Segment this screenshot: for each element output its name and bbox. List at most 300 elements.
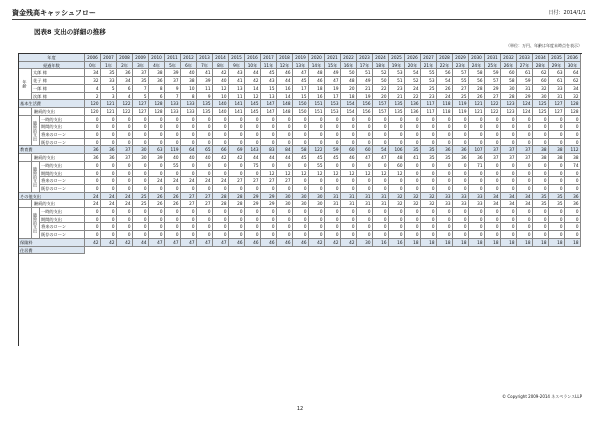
item-value: 0	[421, 177, 437, 185]
subtotal-value: 123	[501, 108, 517, 116]
item-label: 期間的支出	[40, 216, 85, 224]
subtotal-value: 31	[357, 200, 373, 208]
section-total: 27	[197, 193, 213, 201]
item-value: 0	[165, 223, 181, 231]
item-value: 0	[437, 216, 453, 224]
insurance-value: 18	[437, 239, 453, 247]
subtotal-value: 28	[213, 200, 229, 208]
item-value: 0	[117, 131, 133, 139]
year-cell: 2026	[405, 54, 421, 62]
item-value: 0	[453, 185, 469, 193]
item-value: 0	[565, 216, 581, 224]
section-total: 151	[309, 100, 325, 108]
age-value: 35	[133, 77, 149, 85]
item-value: 0	[565, 208, 581, 216]
insurance-value: 42	[309, 239, 325, 247]
item-value: 0	[453, 216, 469, 224]
item-value: 0	[117, 223, 133, 231]
item-value: 0	[517, 131, 533, 139]
insurance-value: 47	[197, 239, 213, 247]
item-value: 0	[405, 223, 421, 231]
item-label: 一時的支出	[40, 162, 85, 170]
item-value: 0	[149, 216, 165, 224]
item-value: 0	[549, 116, 565, 124]
item-value: 0	[485, 177, 501, 185]
section-total: 34	[485, 193, 501, 201]
item-value: 0	[85, 185, 101, 193]
section-total: 143	[245, 146, 261, 154]
age-value: 51	[357, 69, 373, 77]
item-value: 60	[389, 162, 405, 170]
age-value: 4	[85, 85, 101, 93]
item-value: 0	[149, 123, 165, 131]
item-value: 0	[101, 208, 117, 216]
age-value: 23	[421, 93, 437, 101]
section-total: 37	[485, 146, 501, 154]
section-total: 35	[533, 193, 549, 201]
age-value: 53	[421, 77, 437, 85]
elapsed-cell: 19年	[389, 62, 405, 70]
item-value: 12	[309, 170, 325, 178]
item-value: 0	[453, 223, 469, 231]
subtotal-value: 157	[373, 108, 389, 116]
item-label: 一時的支出	[40, 116, 85, 124]
item-value: 0	[85, 177, 101, 185]
subtotal-value: 36	[101, 154, 117, 162]
item-value: 0	[357, 116, 373, 124]
age-value: 42	[245, 77, 261, 85]
elapsed-cell: 23年	[453, 62, 469, 70]
item-value: 0	[133, 208, 149, 216]
item-value: 0	[325, 185, 341, 193]
subtotal-value: 118	[437, 108, 453, 116]
item-value: 0	[485, 131, 501, 139]
age-value: 45	[293, 77, 309, 85]
indent-spacer	[19, 154, 32, 162]
item-value: 0	[293, 223, 309, 231]
item-value: 0	[213, 131, 229, 139]
item-value: 0	[453, 177, 469, 185]
item-value: 0	[341, 223, 357, 231]
item-value: 0	[133, 216, 149, 224]
section-total: 60	[357, 146, 373, 154]
item-value: 0	[501, 223, 517, 231]
subtotal-label: 継続的支出	[32, 108, 85, 116]
age-value: 54	[437, 77, 453, 85]
item-value: 0	[165, 208, 181, 216]
section-total: 107	[469, 146, 485, 154]
section-total: 35	[405, 146, 421, 154]
subtotal-value: 30	[293, 200, 309, 208]
age-value: 19	[325, 85, 341, 93]
item-value: 0	[389, 231, 405, 239]
age-value: 33	[101, 77, 117, 85]
section-total: 59	[325, 146, 341, 154]
item-value: 0	[373, 177, 389, 185]
section-total: 24	[85, 193, 101, 201]
section-total: 54	[373, 146, 389, 154]
item-value: 71	[469, 162, 485, 170]
subtotal-value: 44	[261, 154, 277, 162]
item-value: 0	[197, 216, 213, 224]
year-cell: 2007	[101, 54, 117, 62]
item-value: 0	[261, 223, 277, 231]
item-value: 0	[421, 185, 437, 193]
item-value: 0	[373, 231, 389, 239]
subtotal-value: 40	[165, 154, 181, 162]
item-value: 0	[341, 185, 357, 193]
section-total: 36	[101, 146, 117, 154]
subtotal-value: 44	[245, 154, 261, 162]
age-value: 28	[501, 93, 517, 101]
item-value: 0	[357, 223, 373, 231]
insurance-value: 44	[133, 239, 149, 247]
item-value: 0	[117, 170, 133, 178]
section-total: 36	[453, 146, 469, 154]
subtotal-value: 29	[261, 200, 277, 208]
item-value: 0	[181, 131, 197, 139]
subtotal-value: 41	[405, 154, 421, 162]
item-value: 0	[261, 116, 277, 124]
item-value: 0	[245, 170, 261, 178]
section-total: 63	[149, 146, 165, 154]
subtotal-value: 147	[261, 108, 277, 116]
item-value: 0	[165, 116, 181, 124]
item-value: 0	[437, 131, 453, 139]
item-value: 0	[85, 139, 101, 147]
insurance-value: 42	[85, 239, 101, 247]
subtotal-label: 継続的支出	[32, 154, 85, 162]
item-value: 0	[389, 131, 405, 139]
item-value: 55	[309, 162, 325, 170]
item-value: 0	[325, 208, 341, 216]
item-value: 0	[325, 223, 341, 231]
item-value: 0	[549, 177, 565, 185]
item-value: 0	[357, 177, 373, 185]
subtotal-value: 38	[549, 154, 565, 162]
item-value: 0	[421, 170, 437, 178]
age-value: 44	[245, 69, 261, 77]
item-value: 0	[165, 170, 181, 178]
item-value: 0	[501, 185, 517, 193]
item-value: 0	[437, 223, 453, 231]
elapsed-cell: 0年	[85, 62, 101, 70]
item-value: 0	[533, 162, 549, 170]
section-total: 37	[501, 146, 517, 154]
item-value: 0	[245, 185, 261, 193]
age-value: 56	[469, 77, 485, 85]
item-value: 0	[309, 208, 325, 216]
age-value: 18	[341, 93, 357, 101]
item-value: 0	[533, 170, 549, 178]
age-value: 12	[245, 93, 261, 101]
item-value: 0	[341, 131, 357, 139]
age-value: 40	[181, 69, 197, 77]
item-value: 0	[357, 139, 373, 147]
subtotal-value: 150	[293, 108, 309, 116]
section-total: 30	[309, 193, 325, 201]
subtotal-value: 33	[453, 200, 469, 208]
item-value: 0	[149, 131, 165, 139]
age-value: 46	[277, 69, 293, 77]
insurance-value: 16	[389, 239, 405, 247]
elapsed-cell: 11年	[261, 62, 277, 70]
year-cell: 2018	[277, 54, 293, 62]
age-value: 63	[549, 69, 565, 77]
section-total: 24	[101, 193, 117, 201]
age-value: 20	[341, 85, 357, 93]
subtotal-value: 127	[549, 108, 565, 116]
item-value: 0	[293, 139, 309, 147]
item-value: 0	[197, 116, 213, 124]
section-total: 147	[261, 100, 277, 108]
item-value: 0	[501, 177, 517, 185]
item-value: 0	[181, 170, 197, 178]
item-value: 0	[325, 231, 341, 239]
subtotal-value: 36	[469, 154, 485, 162]
item-value: 0	[549, 208, 565, 216]
section-total: 37	[517, 146, 533, 154]
report-date: 日付：2014/1/1	[548, 10, 586, 16]
age-value: 34	[117, 77, 133, 85]
item-value: 0	[389, 185, 405, 193]
item-value: 0	[501, 216, 517, 224]
subtotal-value: 24	[117, 200, 133, 208]
item-value: 0	[309, 177, 325, 185]
elapsed-cell: 12年	[277, 62, 293, 70]
item-value: 0	[549, 216, 565, 224]
item-value: 0	[421, 139, 437, 147]
section-total: 65	[197, 146, 213, 154]
elapsed-cell: 25年	[485, 62, 501, 70]
item-value: 0	[309, 216, 325, 224]
item-value: 0	[229, 216, 245, 224]
year-cell: 2028	[437, 54, 453, 62]
year-cell: 2033	[517, 54, 533, 62]
elapsed-cell: 16年	[341, 62, 357, 70]
item-value: 0	[149, 139, 165, 147]
item-value: 0	[469, 131, 485, 139]
item-value: 0	[197, 208, 213, 216]
item-value: 0	[485, 223, 501, 231]
subtotal-value: 30	[277, 200, 293, 208]
subtotal-value: 42	[229, 154, 245, 162]
item-value: 0	[453, 116, 469, 124]
item-value: 0	[533, 223, 549, 231]
item-value: 0	[133, 223, 149, 231]
item-value: 12	[293, 170, 309, 178]
item-value: 0	[421, 123, 437, 131]
item-value: 0	[405, 177, 421, 185]
item-value: 0	[437, 116, 453, 124]
subtotal-value: 119	[453, 108, 469, 116]
age-value: 59	[485, 69, 501, 77]
item-value: 0	[405, 185, 421, 193]
subtotal-value: 122	[485, 108, 501, 116]
year-cell: 2014	[213, 54, 229, 62]
item-value: 0	[229, 208, 245, 216]
elapsed-cell: 1年	[101, 62, 117, 70]
age-name: 一郎 様	[32, 85, 85, 93]
item-value: 0	[245, 116, 261, 124]
item-value: 0	[101, 185, 117, 193]
item-value: 0	[261, 123, 277, 131]
item-value: 0	[133, 185, 149, 193]
item-value: 0	[421, 116, 437, 124]
year-cell: 2029	[453, 54, 469, 62]
item-value: 0	[309, 185, 325, 193]
item-value: 0	[85, 216, 101, 224]
age-name: 次郎 様	[32, 93, 85, 101]
age-value: 47	[293, 69, 309, 77]
item-value: 0	[453, 170, 469, 178]
item-value: 0	[133, 139, 149, 147]
section-total: 33	[437, 193, 453, 201]
age-value: 42	[213, 69, 229, 77]
insurance-value: 18	[517, 239, 533, 247]
year-cell: 2035	[549, 54, 565, 62]
age-value: 21	[357, 85, 373, 93]
item-value: 0	[549, 131, 565, 139]
item-value: 0	[245, 139, 261, 147]
age-value: 12	[213, 85, 229, 93]
section-total: 34	[517, 193, 533, 201]
elapsed-cell: 13年	[293, 62, 309, 70]
item-value: 0	[213, 216, 229, 224]
item-value: 0	[197, 162, 213, 170]
section-total: 32	[389, 193, 405, 201]
age-value: 20	[373, 93, 389, 101]
section-total: 124	[517, 100, 533, 108]
age-value: 39	[197, 77, 213, 85]
subtotal-value: 31	[373, 200, 389, 208]
year-cell: 2009	[133, 54, 149, 62]
age-value: 53	[389, 69, 405, 77]
item-value: 0	[277, 216, 293, 224]
subtotal-value: 37	[517, 154, 533, 162]
item-value: 0	[373, 162, 389, 170]
item-value: 0	[117, 208, 133, 216]
item-value: 0	[325, 177, 341, 185]
elapsed-cell: 27年	[517, 62, 533, 70]
subtotal-value: 128	[565, 108, 581, 116]
subtotal-value: 45	[293, 154, 309, 162]
age-value: 58	[501, 77, 517, 85]
insurance-value: 18	[533, 239, 549, 247]
item-value: 0	[389, 208, 405, 216]
item-value: 0	[325, 131, 341, 139]
item-value: 0	[197, 231, 213, 239]
age-value: 38	[181, 77, 197, 85]
item-value: 0	[517, 216, 533, 224]
section-total: 83	[261, 146, 277, 154]
item-value: 0	[437, 208, 453, 216]
section-total: 34	[501, 193, 517, 201]
subtotal-value: 33	[469, 200, 485, 208]
item-value: 0	[437, 231, 453, 239]
item-value: 0	[197, 185, 213, 193]
item-value: 0	[181, 162, 197, 170]
elapsed-cell: 8年	[213, 62, 229, 70]
temporary-label: 臨時的支出	[32, 116, 40, 147]
indent-spacer	[19, 162, 32, 193]
age-value: 15	[293, 93, 309, 101]
age-value: 8	[181, 93, 197, 101]
item-value: 24	[181, 177, 197, 185]
section-total: 32	[421, 193, 437, 201]
item-value: 0	[101, 216, 117, 224]
item-value: 0	[357, 208, 373, 216]
item-value: 0	[389, 177, 405, 185]
subtotal-value: 32	[389, 200, 405, 208]
subtotal-value: 127	[133, 108, 149, 116]
item-value: 0	[517, 208, 533, 216]
age-value: 52	[373, 69, 389, 77]
section-total: 150	[293, 100, 309, 108]
insurance-value: 18	[565, 239, 581, 247]
item-value: 0	[277, 162, 293, 170]
subtotal-value: 121	[469, 108, 485, 116]
section-total: 141	[229, 100, 245, 108]
item-value: 0	[213, 139, 229, 147]
item-value: 0	[437, 170, 453, 178]
temporary-label: 臨時的支出	[32, 162, 40, 193]
section-total: 32	[405, 193, 421, 201]
item-value: 12	[341, 170, 357, 178]
section-title: 教育費	[19, 146, 85, 154]
item-value: 0	[453, 208, 469, 216]
age-value: 32	[565, 93, 581, 101]
item-value: 0	[389, 116, 405, 124]
insurance-value: 18	[501, 239, 517, 247]
subtotal-value: 28	[229, 200, 245, 208]
age-value: 46	[309, 77, 325, 85]
section-total: 106	[389, 146, 405, 154]
subtotal-value: 35	[421, 154, 437, 162]
item-value: 0	[405, 139, 421, 147]
item-value: 0	[485, 116, 501, 124]
item-value: 0	[85, 231, 101, 239]
item-value: 0	[565, 177, 581, 185]
subtotal-value: 128	[149, 108, 165, 116]
section-total: 125	[533, 100, 549, 108]
item-value: 0	[229, 231, 245, 239]
age-value: 36	[117, 69, 133, 77]
elapsed-cell: 18年	[373, 62, 389, 70]
item-value: 0	[325, 139, 341, 147]
age-value: 21	[389, 93, 405, 101]
age-name: 太郎 様	[32, 69, 85, 77]
subtotal-value: 47	[357, 154, 373, 162]
age-value: 64	[565, 69, 581, 77]
age-value: 56	[437, 69, 453, 77]
age-value: 27	[453, 85, 469, 93]
insurance-value: 30	[357, 239, 373, 247]
item-value: 0	[197, 139, 213, 147]
age-name: 花子 様	[32, 77, 85, 85]
item-value: 0	[501, 131, 517, 139]
item-value: 0	[277, 208, 293, 216]
section-total: 122	[485, 100, 501, 108]
temporary-label: 臨時的支出	[32, 208, 40, 239]
item-value: 12	[261, 170, 277, 178]
section-total: 25	[133, 193, 149, 201]
section-total: 33	[453, 193, 469, 201]
section-total: 64	[181, 146, 197, 154]
section-title: 基本生活費	[19, 100, 85, 108]
item-value: 0	[533, 116, 549, 124]
item-value: 0	[565, 185, 581, 193]
